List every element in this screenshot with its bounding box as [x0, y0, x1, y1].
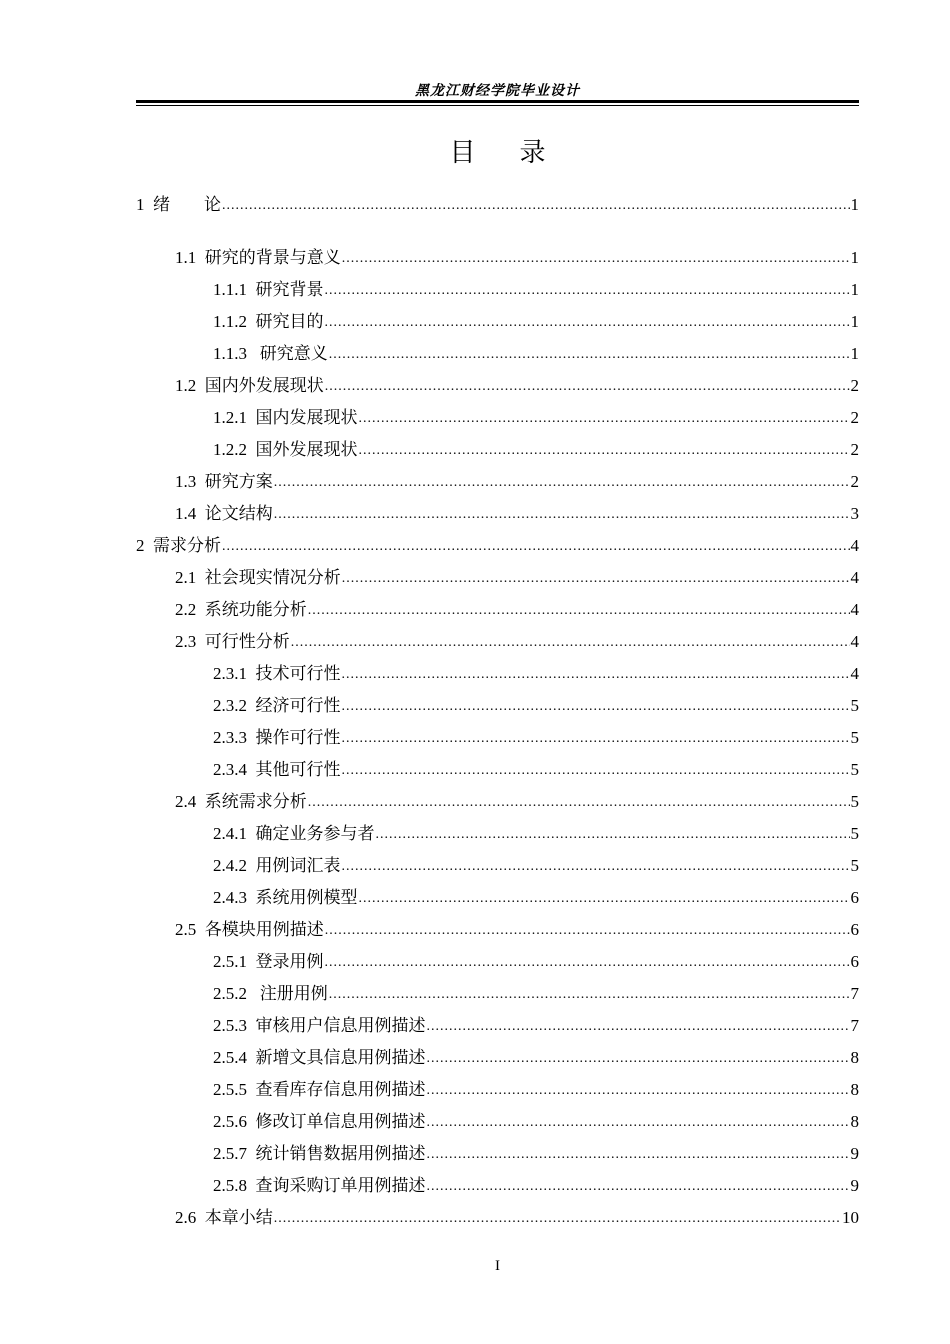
toc-leader-dots: [325, 954, 850, 972]
toc-entry-number: 2.5.3: [213, 1016, 247, 1035]
toc-entry-number: 2.2: [175, 600, 197, 619]
toc-entry-label: 审核用户信息用例描述: [255, 1016, 426, 1035]
toc-leader-dots: [342, 730, 850, 748]
toc-entry-page: 1: [850, 344, 859, 363]
toc-entry-page: 1: [850, 195, 859, 214]
toc-leader-dots: [325, 378, 850, 396]
toc-entry-number: 2.5.2: [213, 984, 247, 1003]
toc-entry-page: 2: [850, 472, 859, 491]
toc-entry-label: 研究目的: [255, 312, 324, 331]
toc-entry[interactable]: [213, 1170, 859, 1196]
toc-entry[interactable]: [213, 274, 859, 300]
toc-entry-page: 1: [850, 312, 859, 331]
toc-entry[interactable]: [213, 754, 859, 780]
toc-entry-label: 技术可行性: [255, 664, 341, 683]
toc-entry[interactable]: [175, 786, 859, 812]
toc-entry-number: 1.4: [175, 504, 197, 523]
toc-entry-number: 2.5.1: [213, 952, 247, 971]
toc-entry[interactable]: [213, 434, 859, 460]
toc-entry[interactable]: [213, 850, 859, 876]
toc-leader-dots: [427, 1146, 850, 1164]
toc-entry-page: 7: [850, 1016, 859, 1035]
toc-entry-number: 2.3.4: [213, 760, 247, 779]
toc-entry-number: 2.6: [175, 1208, 197, 1227]
toc-entry-number: 1.2: [175, 376, 197, 395]
toc-entry-page: 8: [850, 1048, 859, 1067]
toc-entry-label: 查询采购订单用例描述: [255, 1176, 426, 1195]
toc-entry-page: 1: [850, 280, 859, 299]
toc-entry[interactable]: [175, 242, 859, 268]
toc-entry-number: 2.4: [175, 792, 197, 811]
toc-entry[interactable]: [213, 1138, 859, 1164]
toc-entry-number: 2.1: [175, 568, 197, 587]
toc-entry[interactable]: [175, 914, 859, 940]
toc-entry[interactable]: [213, 1074, 859, 1100]
toc-entry-number: 2.5.8: [213, 1176, 247, 1195]
toc-entry-label: 注册用例: [255, 984, 328, 1003]
toc-entry[interactable]: [175, 1202, 859, 1228]
toc-entry-number: 2.3.1: [213, 664, 247, 683]
toc-entry[interactable]: [175, 370, 859, 396]
toc-leader-dots: [308, 794, 850, 812]
toc-entry-number: 1: [136, 195, 145, 214]
toc-entry[interactable]: [213, 882, 859, 908]
toc-leader-dots: [427, 1018, 850, 1036]
toc-leader-dots: [427, 1114, 850, 1132]
toc-entry-page: 5: [850, 792, 859, 811]
toc-entry[interactable]: [175, 498, 859, 524]
toc-leader-dots: [329, 986, 850, 1004]
toc-title-left: 目: [449, 138, 476, 167]
toc-entry-number: 1.1: [175, 248, 197, 267]
toc-leader-dots: [376, 826, 850, 844]
toc-entry-page: 8: [850, 1112, 859, 1131]
toc-entry-number: 2.3: [175, 632, 197, 651]
toc-leader-dots: [325, 282, 850, 300]
toc-leader-dots: [342, 570, 850, 588]
toc-entry-number: 2.3.2: [213, 696, 247, 715]
toc-entry[interactable]: [136, 189, 859, 215]
toc-entry-label: 论文结构: [204, 504, 273, 523]
toc-entry-number: 2.5.4: [213, 1048, 247, 1067]
header-rule-thin: [136, 105, 859, 106]
toc-entry-page: 5: [850, 824, 859, 843]
toc-leader-dots: [342, 858, 850, 876]
toc-entry-number: 2.4.3: [213, 888, 247, 907]
toc-entry-page: 4: [850, 536, 859, 555]
toc-leader-dots: [342, 762, 850, 780]
toc-leader-dots: [274, 506, 850, 524]
toc-entry-number: 2: [136, 536, 145, 555]
toc-entry-page: 3: [850, 504, 859, 523]
toc-entry[interactable]: [213, 690, 859, 716]
toc-entry-page: 2: [850, 408, 859, 427]
toc-entry-label: 本章小结: [204, 1208, 273, 1227]
toc-entry-page: 6: [850, 888, 859, 907]
toc-entry[interactable]: [213, 722, 859, 748]
toc-entry-number: 2.5.7: [213, 1144, 247, 1163]
toc-entry-number: 2.4.2: [213, 856, 247, 875]
toc-leader-dots: [325, 922, 850, 940]
toc-entry-label: 经济可行性: [255, 696, 341, 715]
toc-entry-number: 1.2.2: [213, 440, 247, 459]
toc-entry-number: 1.2.1: [213, 408, 247, 427]
toc-entry-page: 5: [850, 696, 859, 715]
toc-leader-dots: [359, 890, 850, 908]
toc-entry[interactable]: [213, 946, 859, 972]
toc-leader-dots: [359, 442, 850, 460]
toc-entry-label: 查看库存信息用例描述: [255, 1080, 426, 1099]
toc-entry-page: 4: [850, 632, 859, 651]
toc-entry[interactable]: [175, 562, 859, 588]
toc-entry-label: 研究背景: [255, 280, 324, 299]
toc-leader-dots: [291, 634, 850, 652]
toc-entry[interactable]: [213, 978, 859, 1004]
toc-entry-number: 1.3: [175, 472, 197, 491]
toc-entry-label: 系统需求分析: [204, 792, 307, 811]
toc-entry-page: 4: [850, 600, 859, 619]
toc-entry-page: 2: [850, 440, 859, 459]
toc-leader-dots: [342, 250, 850, 268]
toc-entry[interactable]: [175, 594, 859, 620]
toc-entry-number: 2.3.3: [213, 728, 247, 747]
toc-entry-label: 可行性分析: [204, 632, 290, 651]
toc-entry-label: 新增文具信息用例描述: [255, 1048, 426, 1067]
toc-entry[interactable]: [213, 306, 859, 332]
toc-entry-label: 统计销售数据用例描述: [255, 1144, 426, 1163]
toc-leader-dots: [359, 410, 850, 428]
toc-leader-dots: [274, 474, 850, 492]
header-rule-thick: [136, 100, 859, 103]
toc-entry-label: 社会现实情况分析: [204, 568, 341, 587]
toc-leader-dots: [325, 314, 850, 332]
toc-entry-label: 修改订单信息用例描述: [255, 1112, 426, 1131]
toc-entry-label: 绪 论: [153, 195, 221, 214]
toc-entry-label: 系统功能分析: [204, 600, 307, 619]
footer-page-number: I: [495, 1258, 500, 1274]
toc-entry-label: 研究的背景与意义: [204, 248, 341, 267]
toc-entry[interactable]: [213, 1010, 859, 1036]
toc-entry-page: 5: [850, 856, 859, 875]
toc-entry-page: 7: [850, 984, 859, 1003]
running-header: 黑龙江财经学院毕业设计: [415, 84, 580, 99]
toc-leader-dots: [222, 197, 850, 215]
toc-entry-label: 需求分析: [153, 536, 221, 555]
toc-entry-label: 国外发展现状: [255, 440, 358, 459]
toc-entry-label: 操作可行性: [255, 728, 341, 747]
toc-entry-label: 其他可行性: [255, 760, 341, 779]
toc-entry[interactable]: [213, 818, 859, 844]
toc-entry-page: 5: [850, 728, 859, 747]
toc-entry-number: 2.5: [175, 920, 197, 939]
toc-entry[interactable]: [213, 1042, 859, 1068]
toc-leader-dots: [342, 666, 850, 684]
toc-leader-dots: [342, 698, 850, 716]
toc-entry-page: 9: [850, 1176, 859, 1195]
toc-entry-label: 研究意义: [255, 344, 328, 363]
toc-leader-dots: [427, 1050, 850, 1068]
toc-entry-number: 1.1.3: [213, 344, 247, 363]
toc-entry-label: 登录用例: [255, 952, 324, 971]
toc-leader-dots: [427, 1082, 850, 1100]
toc-entry-page: 2: [850, 376, 859, 395]
toc-entry[interactable]: [136, 530, 859, 556]
toc-entry-label: 确定业务参与者: [255, 824, 375, 843]
toc-leader-dots: [308, 602, 850, 620]
toc-entry-number: 2.4.1: [213, 824, 247, 843]
toc-entry[interactable]: [213, 402, 859, 428]
toc-entry-number: 2.5.5: [213, 1080, 247, 1099]
toc-entry-page: 10: [842, 1208, 859, 1227]
toc-leader-dots: [274, 1210, 841, 1228]
toc-title-right: 录: [519, 138, 546, 167]
toc-entry-page: 6: [850, 920, 859, 939]
toc-entry-page: 5: [850, 760, 859, 779]
toc-entry-label: 研究方案: [204, 472, 273, 491]
toc-entry[interactable]: [213, 1106, 859, 1132]
toc-entry-page: 1: [850, 248, 859, 267]
toc-entry-number: 1.1.2: [213, 312, 247, 331]
toc-entry-label: 系统用例模型: [255, 888, 358, 907]
toc-entry-label: 用例词汇表: [255, 856, 341, 875]
toc-entry[interactable]: [213, 338, 859, 364]
toc-entry[interactable]: [175, 626, 859, 652]
toc-entry-page: 8: [850, 1080, 859, 1099]
toc-entry-label: 国内发展现状: [255, 408, 358, 427]
toc-entry-label: 国内外发展现状: [204, 376, 324, 395]
toc-entry-page: 6: [850, 952, 859, 971]
toc-leader-dots: [222, 538, 850, 556]
toc-entry-number: 1.1.1: [213, 280, 247, 299]
toc-leader-dots: [329, 346, 850, 364]
toc-title: [136, 132, 859, 169]
toc-entry[interactable]: [175, 466, 859, 492]
toc-entry-label: 各模块用例描述: [204, 920, 324, 939]
toc-entry-page: 4: [850, 664, 859, 683]
toc-leader-dots: [427, 1178, 850, 1196]
toc-entry[interactable]: [213, 658, 859, 684]
toc-entry-number: 2.5.6: [213, 1112, 247, 1131]
toc-entry-page: 9: [850, 1144, 859, 1163]
toc-entry-page: 4: [850, 568, 859, 587]
